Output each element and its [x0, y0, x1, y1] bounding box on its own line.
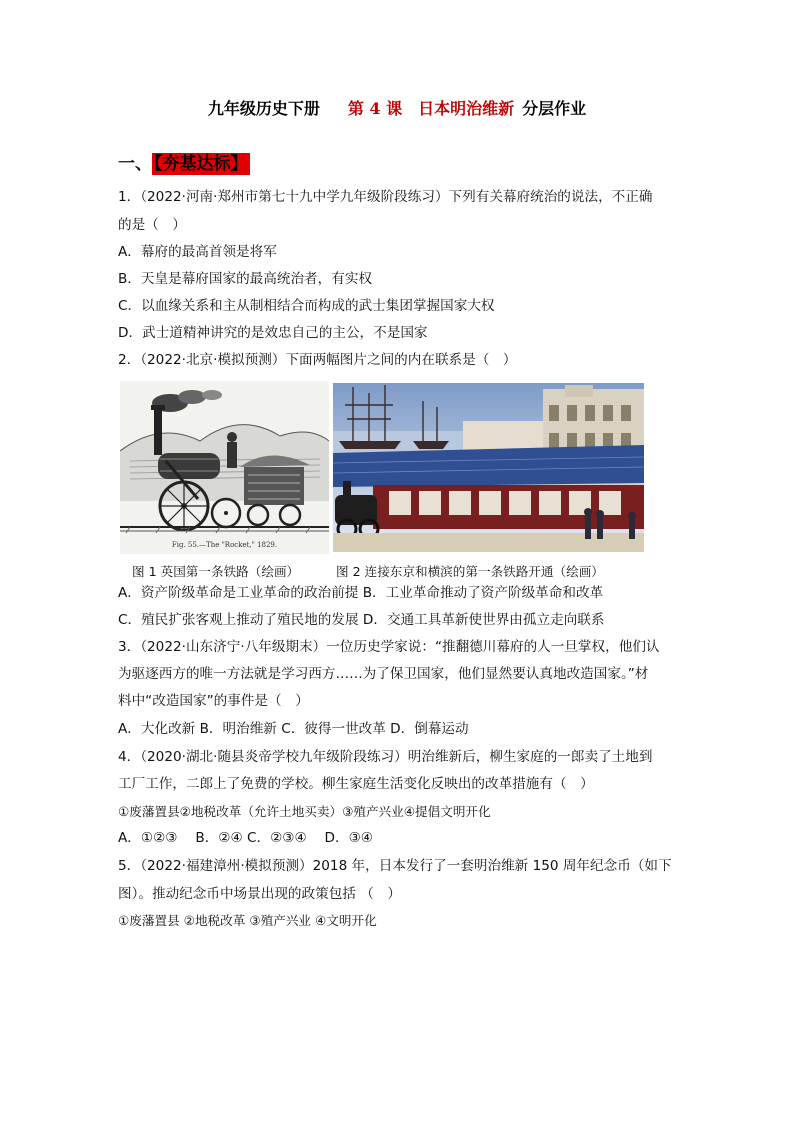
q2-options-ab: A．资产阶级革命是工业革命的政治前提 B．工业革命推动了资产阶级革命和改革	[118, 585, 604, 601]
figure-2-caption: 图 2 连接东京和横滨的第一条铁路开通（绘画）	[336, 564, 604, 579]
title-lesson: 第 4 课	[347, 99, 403, 118]
q4-stem-line1: 4．（2020·湖北·随县炎帝学校九年级阶段练习）明治维新后，柳生家庭的一郎卖了土地到	[118, 749, 653, 765]
q1-option-d: D．武士道精神讲究的是效忠自己的主公，不是国家	[118, 325, 428, 341]
figure-1-rocket-locomotive	[120, 381, 329, 554]
q4-items: ①废藩置县②地税改革（允许土地买卖）③殖产兴业④提倡文明开化	[118, 804, 491, 819]
section-prefix: 一、	[118, 154, 152, 174]
title-type: 分层作业	[522, 99, 587, 118]
q1-option-c: C．以血缘关系和主从制相结合而构成的武士集团掌握国家大权	[118, 298, 495, 314]
q3-stem-line3: 料中“改造国家”的事件是（ ）	[118, 693, 309, 709]
figure-1-engraving-caption: Fig. 55.—The "Rocket," 1829.	[171, 541, 278, 549]
q5-stem-line2: 图）。推动纪念币中场景出现的政策包括 （ ）	[118, 886, 401, 902]
q3-stem-line2: 为驱逐西方的唯一方法就是学习西方……为了保卫国家，他们显然要认真地改造国家。”材	[118, 666, 649, 682]
q1-option-a: A．幕府的最高首领是将军	[118, 244, 277, 260]
q3-options: A．大化改新 B．明治维新 C．彼得一世改革 D．倒幕运动	[118, 721, 469, 737]
q4-stem-line2: 工厂工作，二郎上了免费的学校。柳生家庭生活变化反映出的改革措施有（ ）	[118, 776, 594, 792]
q5-stem-line1: 5．（2022·福建漳州·模拟预测）2018 年，日本发行了一套明治维新 150 周年纪念币（如下	[118, 858, 672, 874]
q1-option-b: B．天皇是幕府国家的最高统治者，有实权	[118, 271, 373, 287]
q5-items: ①废藩置县 ②地税改革 ③殖产兴业 ④文明开化	[118, 913, 377, 928]
section-heading	[118, 149, 250, 174]
title-topic: 日本明治维新	[418, 99, 515, 118]
title-grade: 九年级历史下册	[207, 99, 320, 118]
page-title	[0, 96, 794, 119]
figure-2-tokyo-yokohama-railway	[333, 383, 644, 552]
q2-stem: 2．（2022·北京·模拟预测）下面两幅图片之间的内在联系是（ ）	[118, 352, 517, 368]
q3-stem-line1: 3．（2022·山东济宁·八年级期末）一位历史学家说：“推翻德川幕府的人一旦掌权，他们认	[118, 639, 660, 655]
q2-options-cd: C．殖民扩张客观上推动了殖民地的发展 D．交通工具革新使世界由孤立走向联系	[118, 612, 605, 628]
section-tag: 【夯基达标】	[154, 154, 248, 174]
q4-options: A．①②③ B．②④ C．②③④ D．③④	[118, 830, 373, 846]
q1-stem-line2: 的是（ ）	[118, 217, 186, 233]
figure-1-caption: 图 1 英国第一条铁路（绘画）	[132, 564, 300, 579]
q1-stem-line1: 1．（2022·河南·郑州市第七十九中学九年级阶段练习）下列有关幕府统治的说法，不正确	[118, 189, 653, 205]
